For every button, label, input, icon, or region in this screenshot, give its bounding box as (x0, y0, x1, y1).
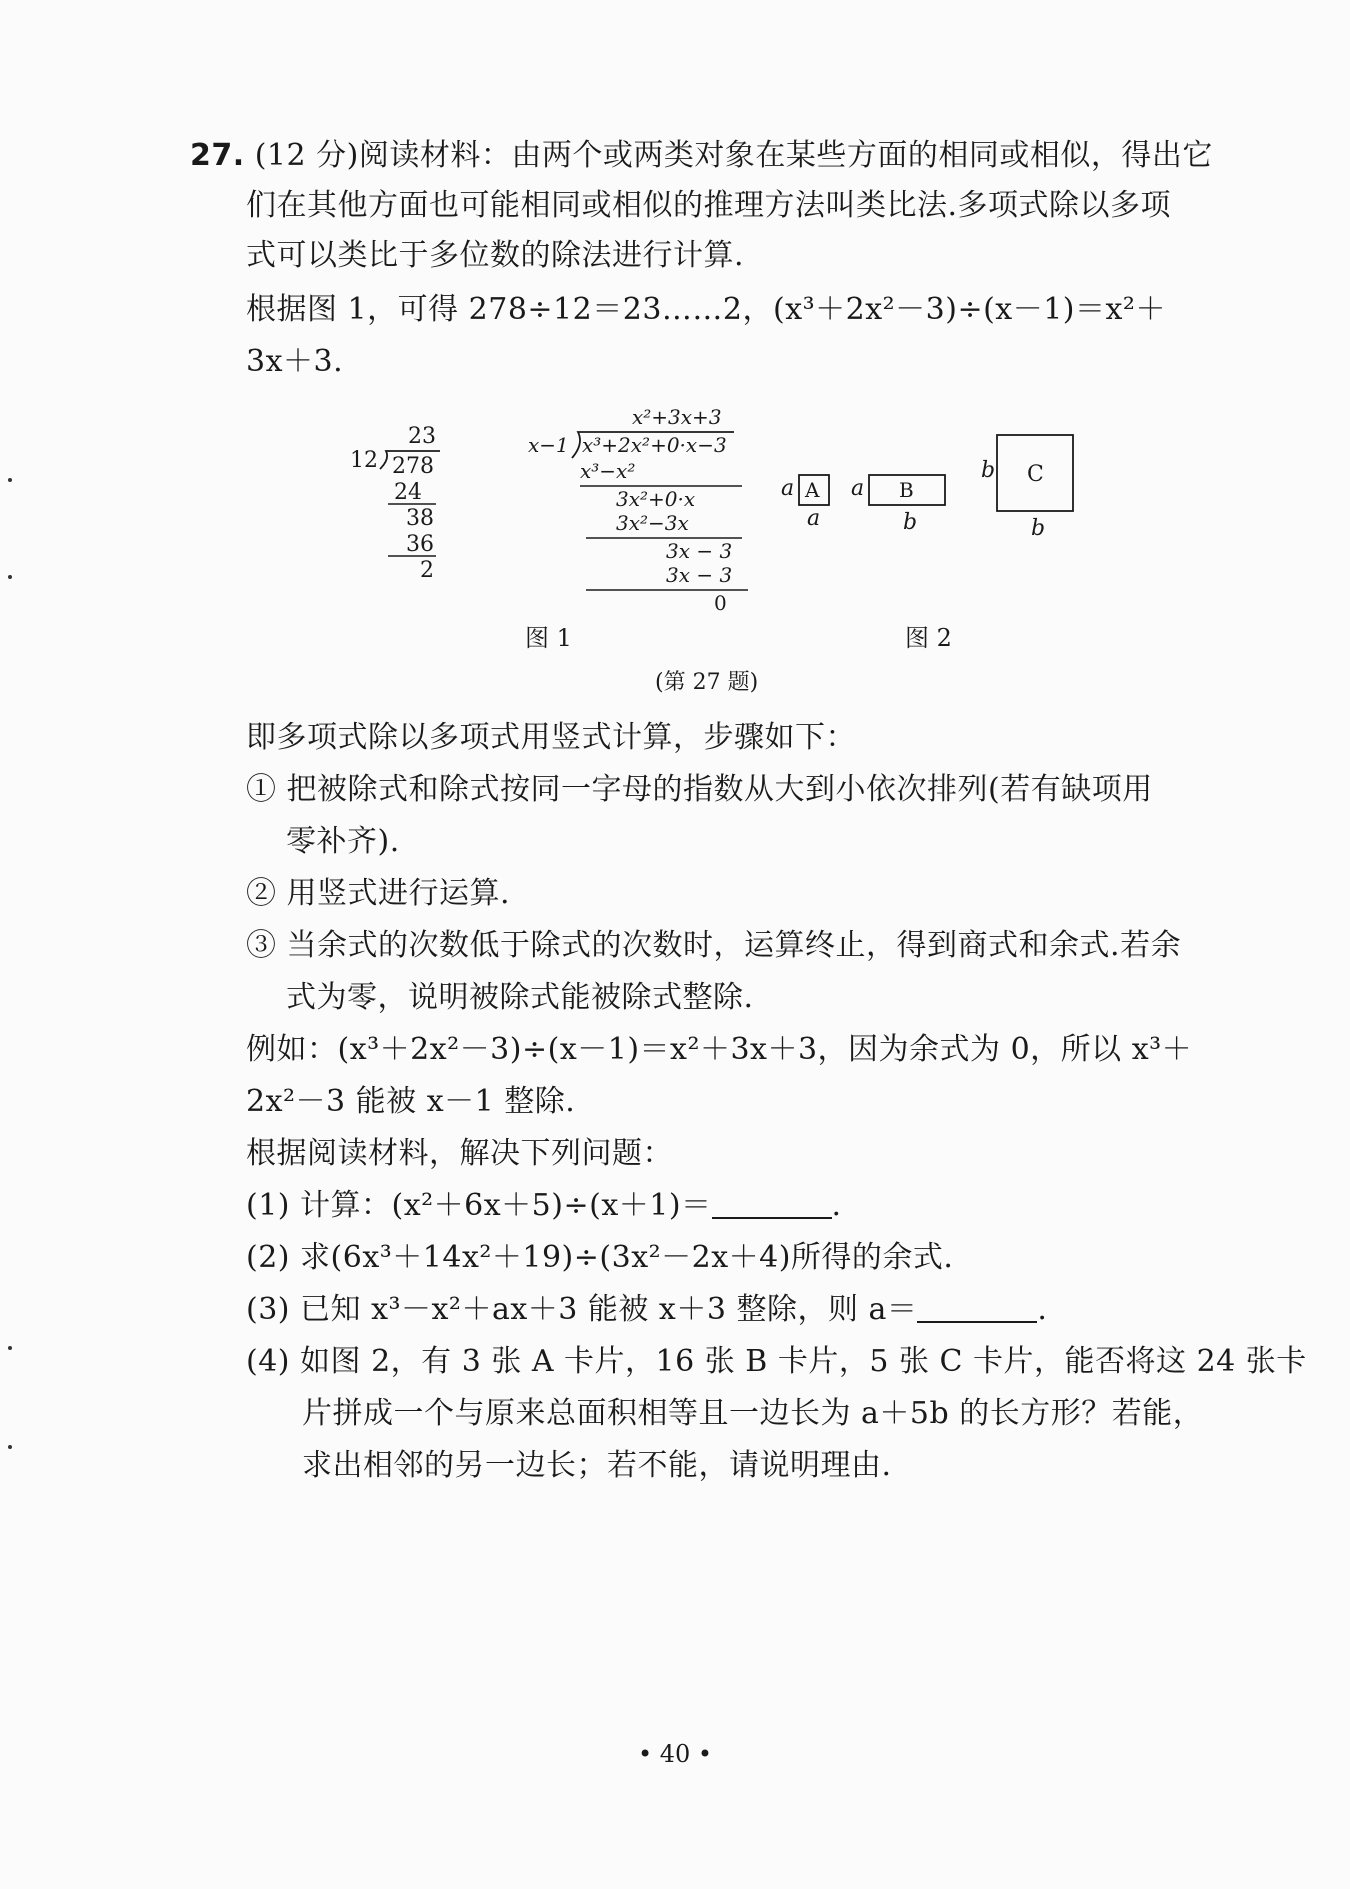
scan-speck (8, 1346, 12, 1350)
steps-intro: 即多项式除以多项式用竖式计算，步骤如下： (246, 720, 856, 755)
poly-row-2: 3x²+0·x (616, 487, 696, 511)
card-c-side-label: b (981, 458, 996, 483)
numeric-row-2: 38 (406, 506, 434, 531)
card-a-bottom-label: a (807, 506, 821, 531)
question-intro-1: (12 分)阅读材料：由两个或两类对象在某些方面的相同或相似，得出它 (254, 138, 1213, 173)
question-line-1 (190, 136, 1213, 176)
problem-4-line3: 求出相邻的另一边长；若不能，请说明理由. (302, 1448, 892, 1483)
question-intro-2: 们在其他方面也可能相同或相似的推理方法叫类比法.多项式除以多项 (246, 188, 1172, 223)
card-c-bottom-label: b (1031, 516, 1046, 541)
problem-1-answer-blank[interactable] (712, 1189, 832, 1219)
poly-row-5: 3x − 3 (666, 563, 733, 587)
step1-line1: ① 把被除式和除式按同一字母的指数从大到小依次排列(若有缺项用 (246, 772, 1153, 807)
numeric-dividend: 278 (392, 454, 434, 479)
card-b-name: B (899, 478, 914, 502)
card-c-name: C (1027, 462, 1044, 487)
example-line1: 例如：(x³＋2x²－3)÷(x－1)＝x²＋3x＋3，因为余式为 0，所以 x³＋ (246, 1032, 1193, 1067)
problem-3-answer-blank[interactable] (917, 1293, 1037, 1323)
figure1-polynomial-division (520, 400, 760, 615)
problem-3-text: (3) 已知 x³－x²＋ax＋3 能被 x＋3 整除，则 a＝ (246, 1292, 918, 1327)
poly-row-4: 3x − 3 (666, 539, 733, 563)
scan-speck (8, 478, 12, 482)
card-a-side-label: a (781, 476, 795, 501)
figure-reference-line-1: 根据图 1，可得 278÷12＝23……2，(x³＋2x²－3)÷(x－1)＝x²＋ (246, 292, 1166, 327)
figure-reference-line-2: 3x＋3. (246, 344, 344, 379)
problem-1 (246, 1186, 842, 1226)
scan-speck (8, 1445, 12, 1449)
numeric-divisor: 12 (350, 448, 378, 473)
poly-divisor: x−1 (528, 433, 569, 457)
figure2-cards (775, 425, 1085, 545)
card-b-bottom-label: b (903, 510, 918, 535)
problems-intro: 根据阅读材料，解决下列问题： (246, 1136, 673, 1171)
numeric-quotient: 23 (408, 424, 436, 449)
numeric-row-3: 36 (406, 532, 434, 557)
numeric-remainder: 2 (420, 558, 434, 583)
question-number: 27. (190, 138, 245, 173)
problem-4-line1: (4) 如图 2，有 3 张 A 卡片，16 张 B 卡片，5 张 C 卡片，能否将这 24 张卡 (246, 1344, 1307, 1379)
card-a (781, 475, 829, 531)
page-number: • 40 • (637, 1740, 713, 1768)
problem-1-text: (1) 计算：(x²＋6x＋5)÷(x＋1)＝ (246, 1188, 712, 1223)
card-c (981, 435, 1073, 541)
poly-row-3: 3x²−3x (616, 511, 689, 535)
poly-remainder: 0 (714, 591, 727, 615)
step1-line2: 零补齐). (286, 824, 400, 859)
card-b (851, 475, 945, 535)
poly-quotient: x²+3x+3 (632, 405, 722, 429)
step3-line2: 式为零，说明被除式能被除式整除. (286, 980, 754, 1015)
poly-dividend: x³+2x²+0·x−3 (582, 433, 727, 457)
figure2-caption: 图 2 (905, 624, 952, 652)
problem-1-end: . (831, 1188, 842, 1223)
problem-3-end: . (1037, 1292, 1048, 1327)
numeric-row-1: 24 (394, 480, 422, 505)
example-line2: 2x²－3 能被 x－1 整除. (246, 1084, 576, 1119)
problem-4-line2: 片拼成一个与原来总面积相等且一边长为 a＋5b 的长方形？若能， (302, 1396, 1204, 1431)
figure1-caption: 图 1 (525, 624, 572, 652)
figures-caption: (第 27 题) (655, 670, 759, 695)
scan-speck (8, 575, 12, 579)
poly-row-1: x³−x² (580, 459, 636, 483)
question-intro-3: 式可以类比于多位数的除法进行计算. (246, 238, 745, 273)
card-b-side-label: a (851, 476, 865, 501)
step3-line1: ③ 当余式的次数低于除式的次数时，运算终止，得到商式和余式.若余 (246, 928, 1182, 963)
card-a-name: A (805, 478, 820, 502)
figure1-numeric-division (340, 415, 460, 595)
problem-2: (2) 求(6x³＋14x²＋19)÷(3x²－2x＋4)所得的余式. (246, 1240, 954, 1275)
step2: ② 用竖式进行运算. (246, 876, 511, 911)
problem-3 (246, 1290, 1047, 1330)
